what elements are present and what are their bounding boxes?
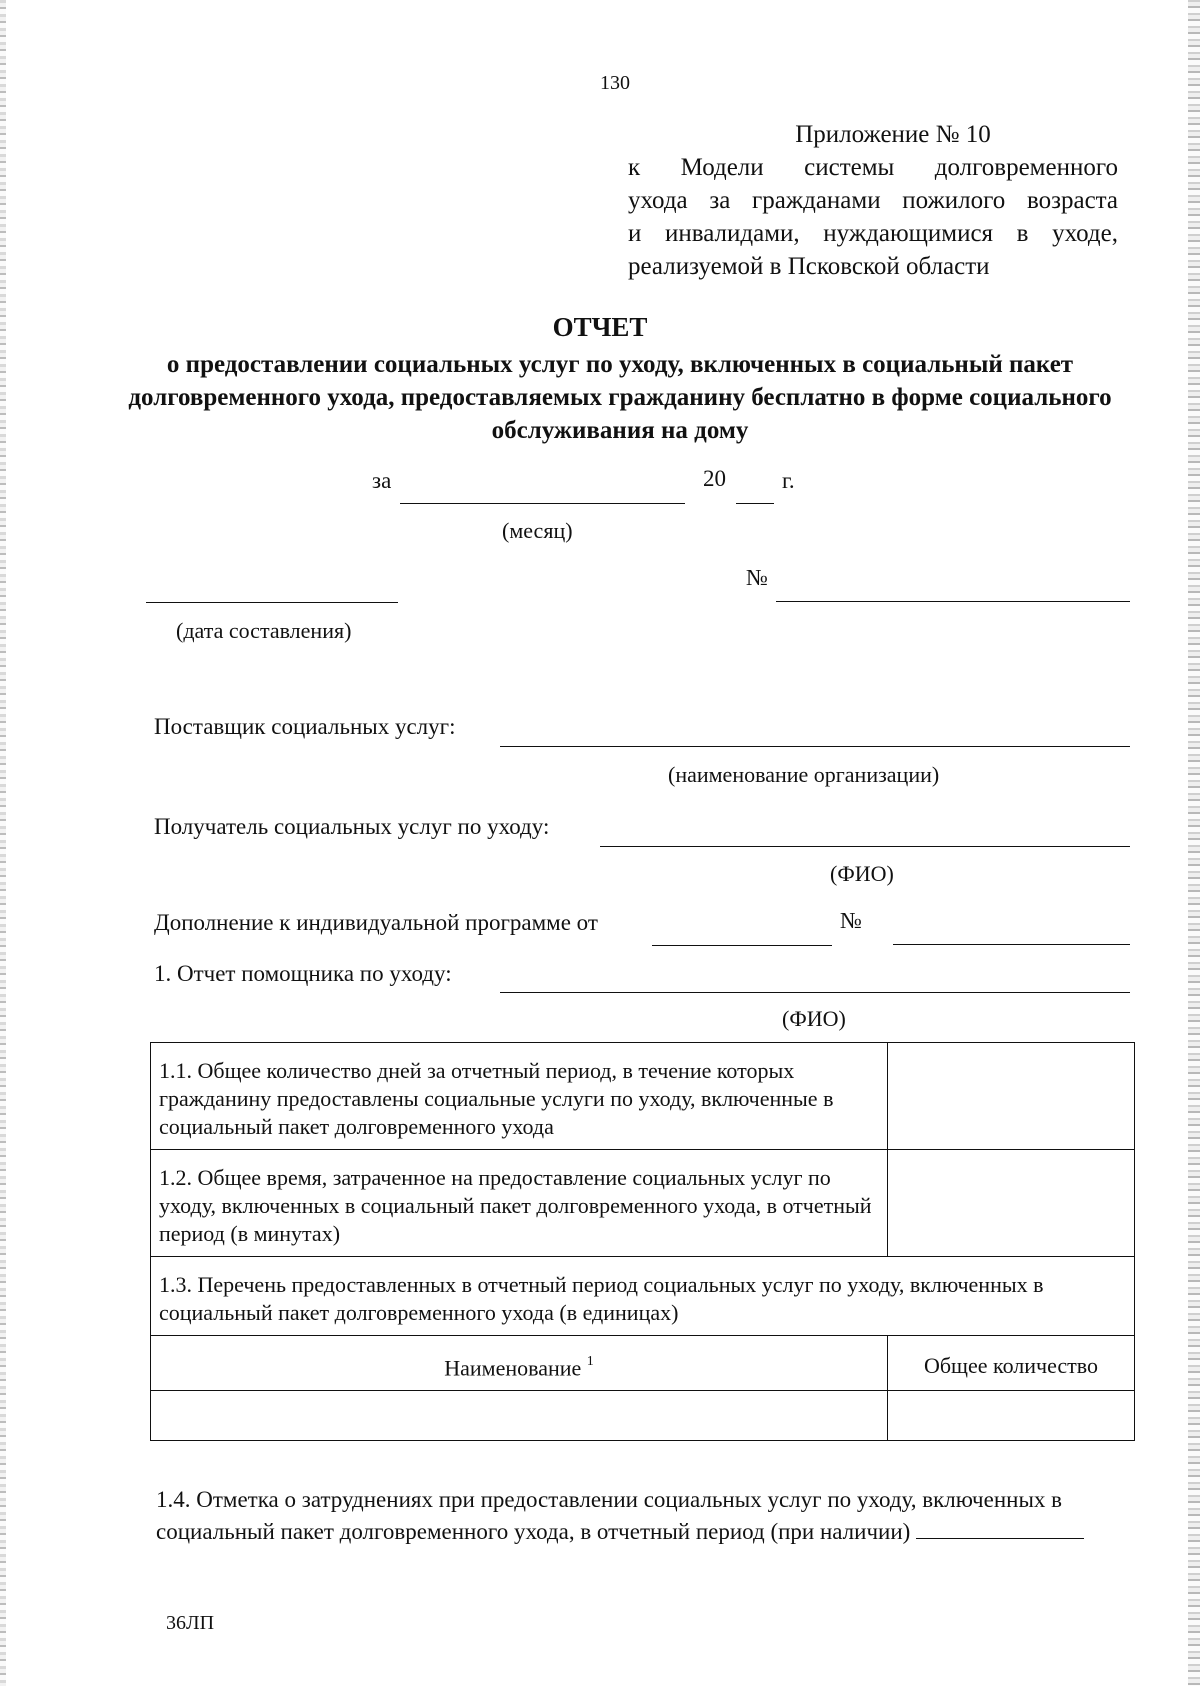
table-value-cell[interactable] <box>888 1150 1135 1257</box>
scan-edge-left <box>0 0 6 1686</box>
table-header-total: Общее количество <box>888 1336 1135 1391</box>
month-field-line[interactable] <box>400 503 685 504</box>
difficulties-field-line[interactable] <box>916 1518 1084 1539</box>
table-row <box>151 1150 1135 1257</box>
footer-code: 36ЛП <box>166 1612 215 1634</box>
table-value-cell[interactable] <box>888 1391 1135 1441</box>
appendix-title: Приложение № 10 <box>795 121 991 148</box>
year-prefix: 20 <box>703 466 726 491</box>
number-label: № <box>746 565 768 590</box>
table-header-row <box>151 1336 1135 1391</box>
recipient-caption: (ФИО) <box>830 861 894 886</box>
report-title: ОТЧЕТ <box>552 312 648 342</box>
table-cell-label: 1.1. Общее количество дней за отчетный период, в течение которых гражданину предоставлены социальные услуги по уходу, включенные в социальный пакет долговременного ухода <box>151 1043 888 1150</box>
provider-label: Поставщик социальных услуг: <box>154 714 456 739</box>
difficulties-text: 1.4. Отметка о затруднениях при предоставлении социальных услуг по уходу, включенных в социальный пакет долговременного ухода, в отчетный период (при наличии) <box>156 1487 1063 1544</box>
assistant-field-line[interactable] <box>500 992 1130 993</box>
table-header-name-text: Наименование <box>444 1355 582 1381</box>
difficulties-paragraph <box>156 1484 1126 1548</box>
table-value-cell[interactable] <box>151 1391 888 1441</box>
assistant-caption: (ФИО) <box>782 1006 846 1031</box>
footnote-marker: 1 <box>586 1354 594 1369</box>
number-field-line[interactable] <box>776 601 1130 602</box>
table-row <box>151 1257 1135 1336</box>
addendum-number-label: № <box>840 908 862 933</box>
table-row <box>151 1043 1135 1150</box>
addendum-label: Дополнение к индивидуальной программе от <box>154 910 598 935</box>
provider-caption: (наименование организации) <box>668 762 940 787</box>
date-field-line[interactable] <box>146 602 398 603</box>
appendix-line: ухода за гражданами пожилого возраста <box>628 187 1118 214</box>
addendum-date-line[interactable] <box>652 945 832 946</box>
table-row <box>151 1391 1135 1441</box>
appendix-block <box>628 118 1118 283</box>
date-caption: (дата составления) <box>176 618 352 643</box>
report-subtitle: о предоставлении социальных услуг по уходу, включенных в социальный пакет долговременного ухода, предоставляемых гражданину бесплатно в форме социального обслуживания на дому <box>128 351 1112 444</box>
period-prefix: за <box>372 468 392 493</box>
table-value-cell[interactable] <box>888 1043 1135 1150</box>
report-table <box>150 1042 1135 1441</box>
recipient-label: Получатель социальных услуг по уходу: <box>154 814 550 839</box>
appendix-line: реализуемой в Псковской области <box>628 253 990 280</box>
provider-field-line[interactable] <box>500 746 1130 747</box>
table-cell-label: 1.2. Общее время, затраченное на предоставление социальных услуг по уходу, включенных в социальный пакет долговременного ухода, в отчетный период (в минутах) <box>151 1150 888 1257</box>
month-caption: (месяц) <box>502 518 573 543</box>
scan-edge-right <box>1188 0 1200 1686</box>
table-header-name <box>151 1336 888 1391</box>
page-number: 130 <box>600 72 630 94</box>
year-field-line[interactable] <box>736 503 774 504</box>
addendum-number-line[interactable] <box>893 944 1130 945</box>
recipient-field-line[interactable] <box>600 846 1130 847</box>
appendix-line: и инвалидами, нуждающимися в уходе, <box>628 220 1118 247</box>
appendix-line: к Модели системы долговременного <box>628 154 1118 181</box>
assistant-label: 1. Отчет помощника по уходу: <box>154 961 452 986</box>
table-cell-label: 1.3. Перечень предоставленных в отчетный период социальных услуг по уходу, включенных в социальный пакет долговременного ухода (в единицах) <box>151 1257 1135 1336</box>
year-suffix: г. <box>782 468 795 493</box>
